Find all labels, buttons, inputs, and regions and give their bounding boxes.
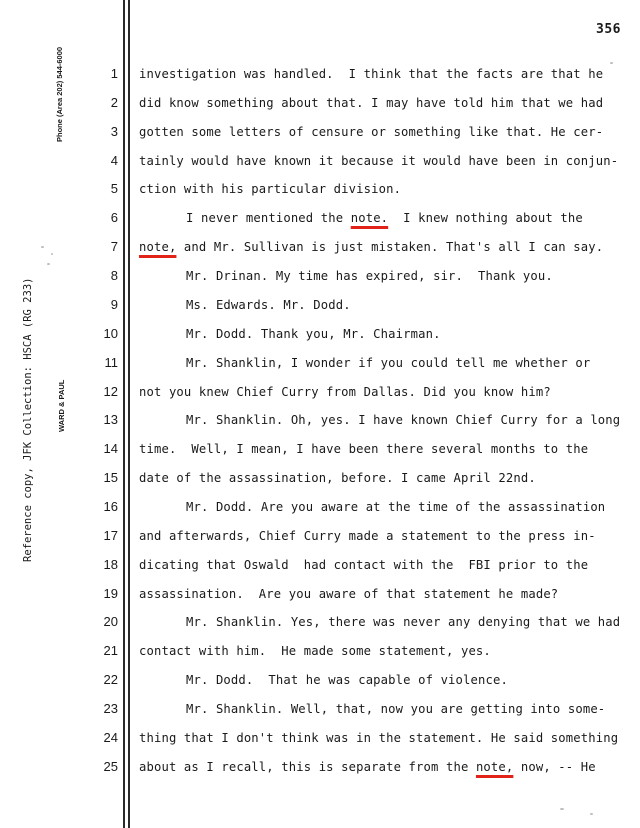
line-text [186,295,351,315]
page-number: 356 [596,22,621,37]
text-segment: thing that I don't think was in the statement. He said something [139,730,619,745]
line-text [139,439,588,459]
line-text [139,641,491,661]
transcript-line [0,497,640,517]
line-number: 1 [110,66,118,81]
transcript-line [0,151,640,171]
line-text [139,382,551,402]
scan-speck [41,246,44,248]
transcript-line [0,410,640,430]
transcript-line [0,584,640,604]
line-text [139,93,603,113]
transcript-line [0,295,640,315]
text-segment: Mr. Shanklin. Oh, yes. I have known Chief Curry for a long [186,413,621,428]
line-number: 16 [103,498,118,514]
line-text [139,122,603,142]
reference-copy-stamp: Reference copy, JFK Collection: HSCA (RG 233) [22,277,34,562]
line-text [139,584,558,604]
line-number: 13 [103,412,118,428]
transcript-line [0,64,640,84]
scan-speck [560,808,564,810]
line-number: 24 [103,729,118,745]
transcript-line [0,641,640,661]
line-number: 4 [110,152,118,168]
transcript-line [0,555,640,575]
line-number: 25 [103,758,118,774]
transcript-line [0,439,640,459]
transcript-line [0,699,640,719]
transcript-line [0,382,640,402]
line-text [186,699,605,719]
line-number: 19 [103,585,118,601]
line-text [186,670,508,690]
transcript-line [0,670,640,690]
line-number: 18 [103,556,118,572]
line-number: 20 [103,614,118,630]
text-segment: Mr. Dodd. Thank you, Mr. Chairman. [186,326,441,341]
line-number: 10 [103,325,118,341]
transcript-line [0,526,640,546]
text-segment: dicating that Oswald had contact with the FBI prior to the [139,557,589,572]
line-number: 6 [110,210,118,226]
transcript-line [0,324,640,344]
line-number: 12 [103,383,118,399]
text-segment: Mr. Drinan. My time has expired, sir. Thank you. [186,269,553,283]
line-text [139,468,536,488]
line-text [139,757,596,777]
transcript-line [0,93,640,113]
phone-margin-note: Phone (Area 202) 544-6000 [55,46,64,142]
text-segment: contact with him. He made some statement, yes. [139,644,491,659]
text-segment: ction with his particular division. [139,182,402,197]
text-segment: Mr. Shanklin, I wonder if you could tell me whether or [186,355,591,370]
transcript-line [0,612,640,632]
line-text [139,179,401,199]
line-number: 9 [110,296,118,312]
transcript-line [0,468,640,488]
transcript-line [0,757,640,777]
line-text [186,612,620,632]
highlighted-note-word: note, [139,240,177,255]
transcript-line [0,353,640,373]
highlighted-note-word: note. [350,211,389,226]
text-segment: time. Well, I mean, I have been there several months to the [139,442,589,457]
transcript-line [0,122,640,142]
scan-speck [47,263,50,265]
transcript-line [0,266,640,286]
text-segment: now, -- He [513,759,596,774]
scan-speck [590,813,593,815]
line-number: 14 [103,441,118,457]
text-segment: tainly would have known it because it would have been in conjun- [139,153,619,168]
line-number: 11 [104,354,118,370]
line-text [139,555,588,575]
text-segment: about as I recall, this is separate from the [139,759,476,774]
line-text [139,237,603,257]
line-text [139,64,603,84]
scan-speck [51,253,53,255]
text-segment: investigation was handled. I think that the facts are that he [139,67,604,81]
text-segment: date of the assassination, before. I came April 22nd. [139,471,536,485]
line-text [139,728,618,748]
line-number: 5 [110,181,118,197]
highlighted-note-word: note, [475,759,514,774]
text-segment: Mr. Shanklin. Yes, there was never any denying that we had [186,615,621,630]
text-segment: did know something about that. I may have told him that we had [139,95,604,110]
line-text [186,266,553,286]
text-segment: Mr. Shanklin. Well, that, now you are getting into some- [186,701,606,716]
text-segment: and Mr. Sullivan is just mistaken. That's all I can say. [176,240,604,255]
text-segment: I never mentioned the [186,211,351,226]
line-number: 23 [103,700,118,716]
line-number: 2 [110,94,118,110]
text-segment: Ms. Edwards. Mr. Dodd. [186,297,351,312]
firm-name-margin-note: WARD & PAUL [57,379,66,432]
text-segment: not you knew Chief Curry from Dallas. Did you know him? [139,384,551,399]
text-segment: and afterwards, Chief Curry made a statement to the press in- [139,528,596,543]
line-number: 21 [103,643,118,659]
line-text [186,324,441,344]
line-number: 8 [110,268,118,283]
line-text [139,526,596,546]
line-number: 7 [110,239,118,255]
line-number: 22 [103,672,118,688]
line-text [186,410,620,430]
transcript-line [0,179,640,199]
line-text [186,353,590,373]
transcript-line [0,208,640,228]
line-text [139,151,618,171]
line-text [186,208,583,228]
transcript-line [0,728,640,748]
text-segment: I knew nothing about the [388,211,583,226]
line-number: 17 [103,527,118,543]
line-text [186,497,605,517]
line-number: 15 [103,470,118,485]
text-segment: Mr. Dodd. Are you aware at the time of the assassination [186,499,606,514]
transcript-line [0,237,640,257]
text-segment: gotten some letters of censure or something like that. He cer- [139,124,604,139]
line-number: 3 [110,123,118,139]
text-segment: Mr. Dodd. That he was capable of violence. [186,673,508,688]
scan-speck [610,62,613,64]
text-segment: assassination. Are you aware of that statement he made? [139,586,559,601]
